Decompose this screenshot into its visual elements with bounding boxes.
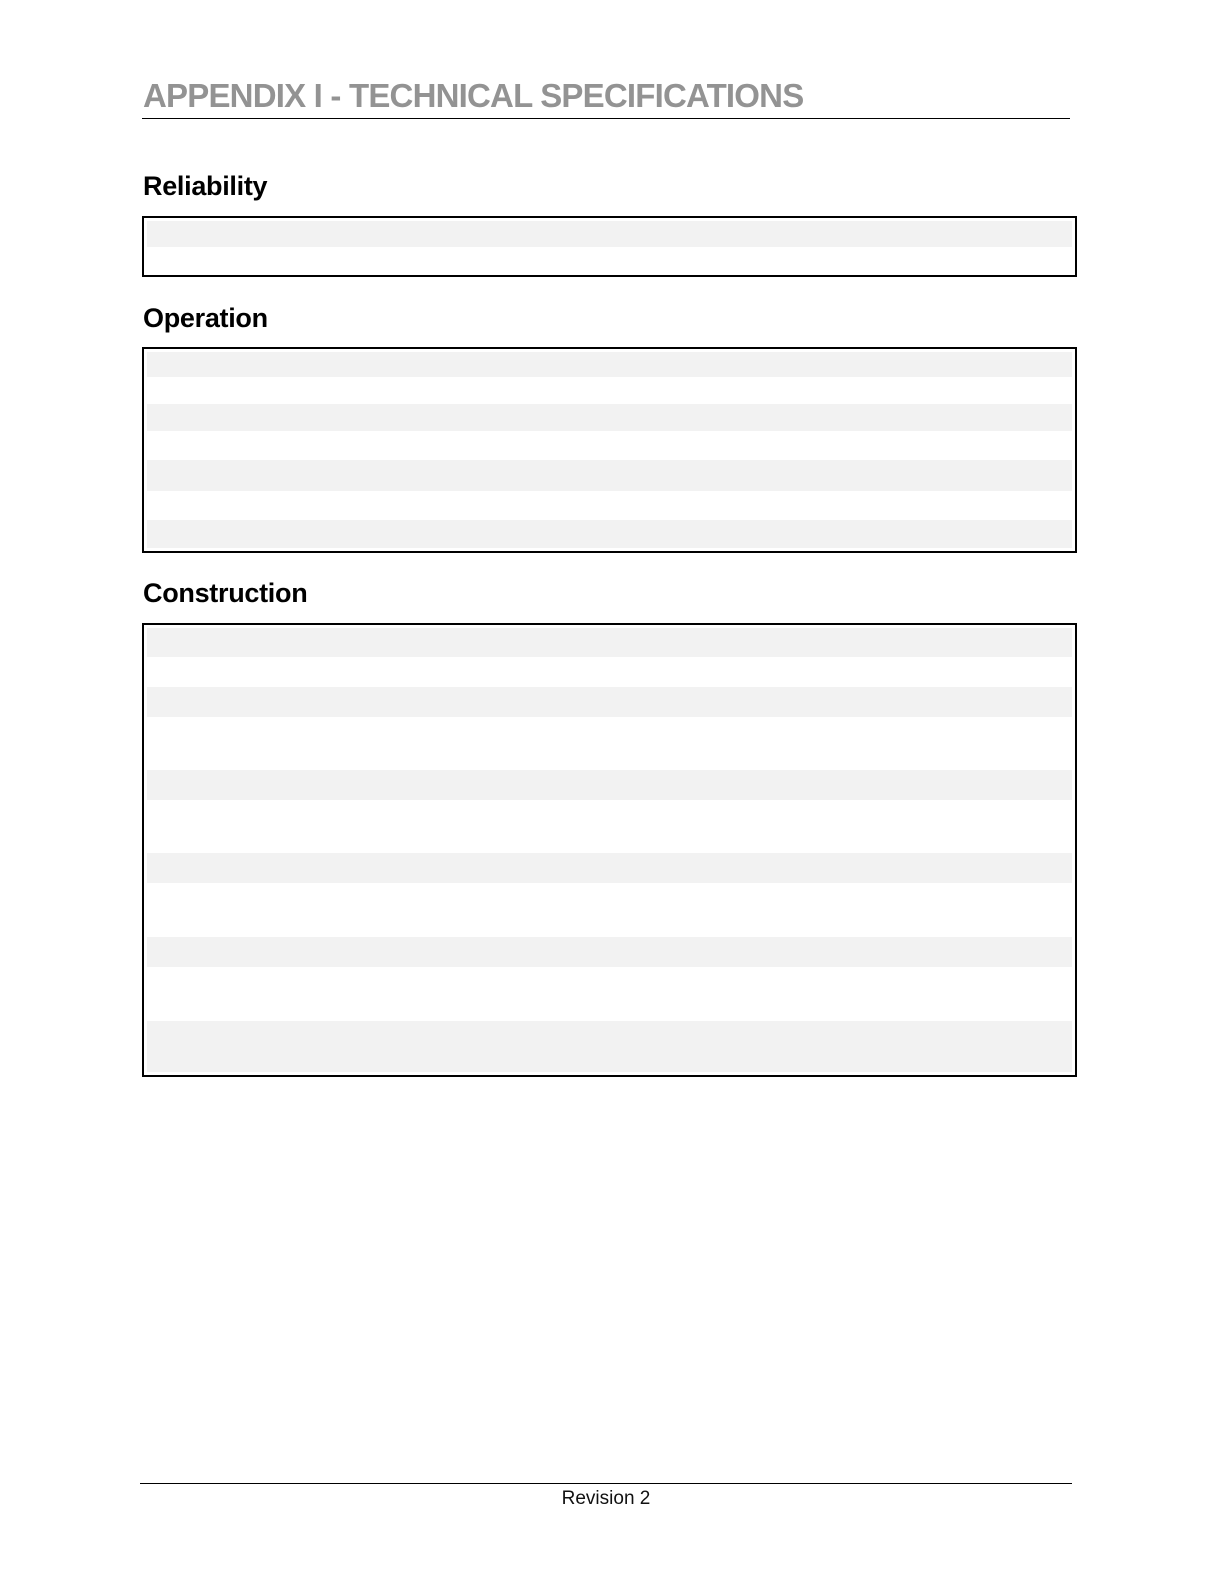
table-row [147, 491, 1072, 520]
footer-divider [140, 1483, 1072, 1484]
table-row [147, 520, 1072, 548]
table-row [147, 937, 1072, 967]
table-row [147, 247, 1072, 272]
table-row [147, 431, 1072, 460]
reliability-table [142, 216, 1077, 277]
section-heading-reliability: Reliability [143, 171, 268, 201]
table-row [147, 853, 1072, 883]
table-row [147, 800, 1072, 853]
table-row [147, 967, 1072, 1021]
table-row [147, 687, 1072, 717]
table-row [147, 221, 1072, 247]
table-row [147, 657, 1072, 687]
table-row [147, 1021, 1072, 1072]
table-row [147, 352, 1072, 377]
page-title: APPENDIX I - TECHNICAL SPECIFICATIONS [143, 77, 804, 114]
title-divider [142, 118, 1070, 119]
section-heading-construction: Construction [143, 578, 308, 608]
table-row [147, 377, 1072, 404]
table-row [147, 404, 1072, 431]
table-row [147, 770, 1072, 800]
table-row [147, 628, 1072, 657]
table-row [147, 883, 1072, 937]
table-row [147, 460, 1072, 491]
table-row [147, 717, 1072, 770]
footer-revision: Revision 2 [561, 1488, 651, 1509]
operation-table [142, 347, 1077, 553]
section-heading-operation: Operation [143, 303, 268, 333]
construction-table [142, 623, 1077, 1077]
